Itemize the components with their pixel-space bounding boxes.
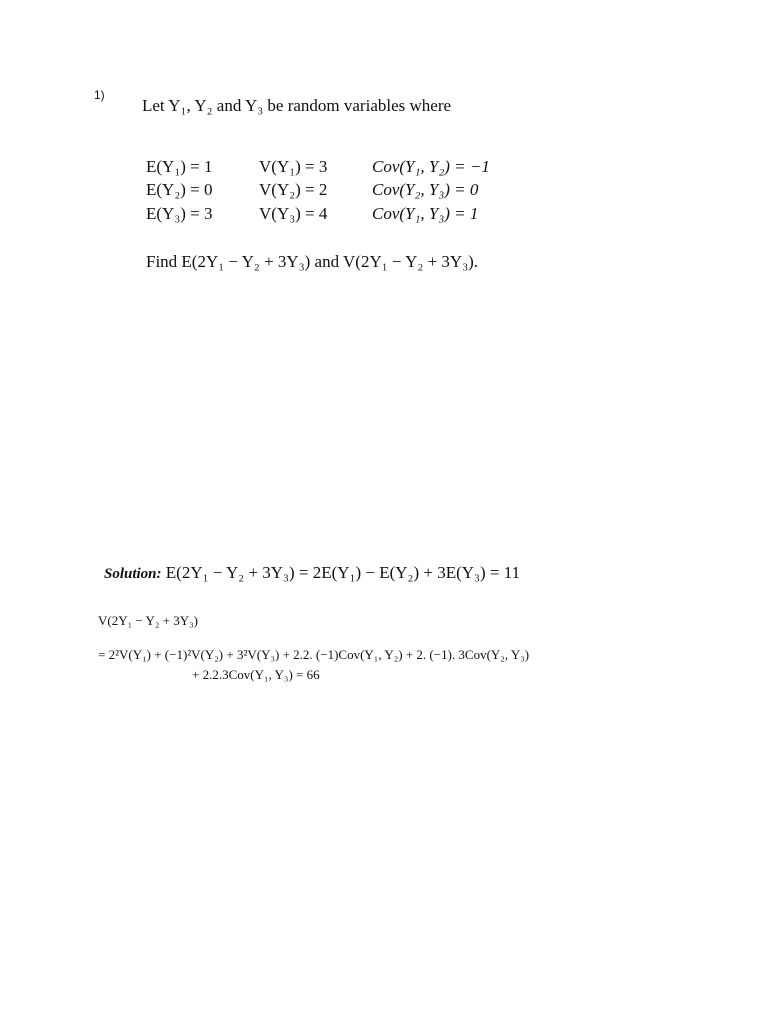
variance-y1: V(Y₁) = 3 (259, 157, 328, 176)
expectation-y1: E(Y₁) = 1 (146, 157, 213, 176)
question-intro: Let Y₁, Y₂ and Y₃ be random variables where (142, 96, 452, 115)
solution-expectation-line (104, 563, 520, 583)
solution-variance-line-1: V(2Y₁ − Y₂ + 3Y₃) (98, 613, 198, 628)
solution-variance-line-3: + 2.2.3Cov(Y₁, Y₃) = 66 (192, 667, 320, 682)
expectation-y3: E(Y₃) = 3 (146, 204, 213, 223)
covariance-y1-y3: Cov(Y₁, Y₃) = 1 (372, 204, 479, 223)
question-find: Find E(2Y₁ − Y₂ + 3Y₃) and V(2Y₁ − Y₂ + 3Y₃). (146, 252, 479, 271)
expectation-y2: E(Y₂) = 0 (146, 180, 213, 199)
solution-expectation: E(2Y₁ − Y₂ + 3Y₃) = 2E(Y₁) − E(Y₂) + 3E(Y₃) = 11 (161, 563, 521, 582)
solution-variance-line-2: = 2²V(Y₁) + (−1)²V(Y₂) + 3²V(Y₃) + 2.2. (−1)Cov(Y₁, Y₂) + 2. (−1). 3Cov(Y₂, Y₃) (98, 647, 530, 662)
covariance-y2-y3: Cov(Y₂, Y₃) = 0 (372, 180, 479, 199)
covariance-y1-y2: Cov(Y₁, Y₂) = −1 (372, 157, 490, 176)
question-number: 1) (94, 88, 105, 102)
variance-y3: V(Y₃) = 4 (259, 204, 328, 223)
variance-y2: V(Y₂) = 2 (259, 180, 328, 199)
solution-label: Solution: (104, 566, 162, 582)
